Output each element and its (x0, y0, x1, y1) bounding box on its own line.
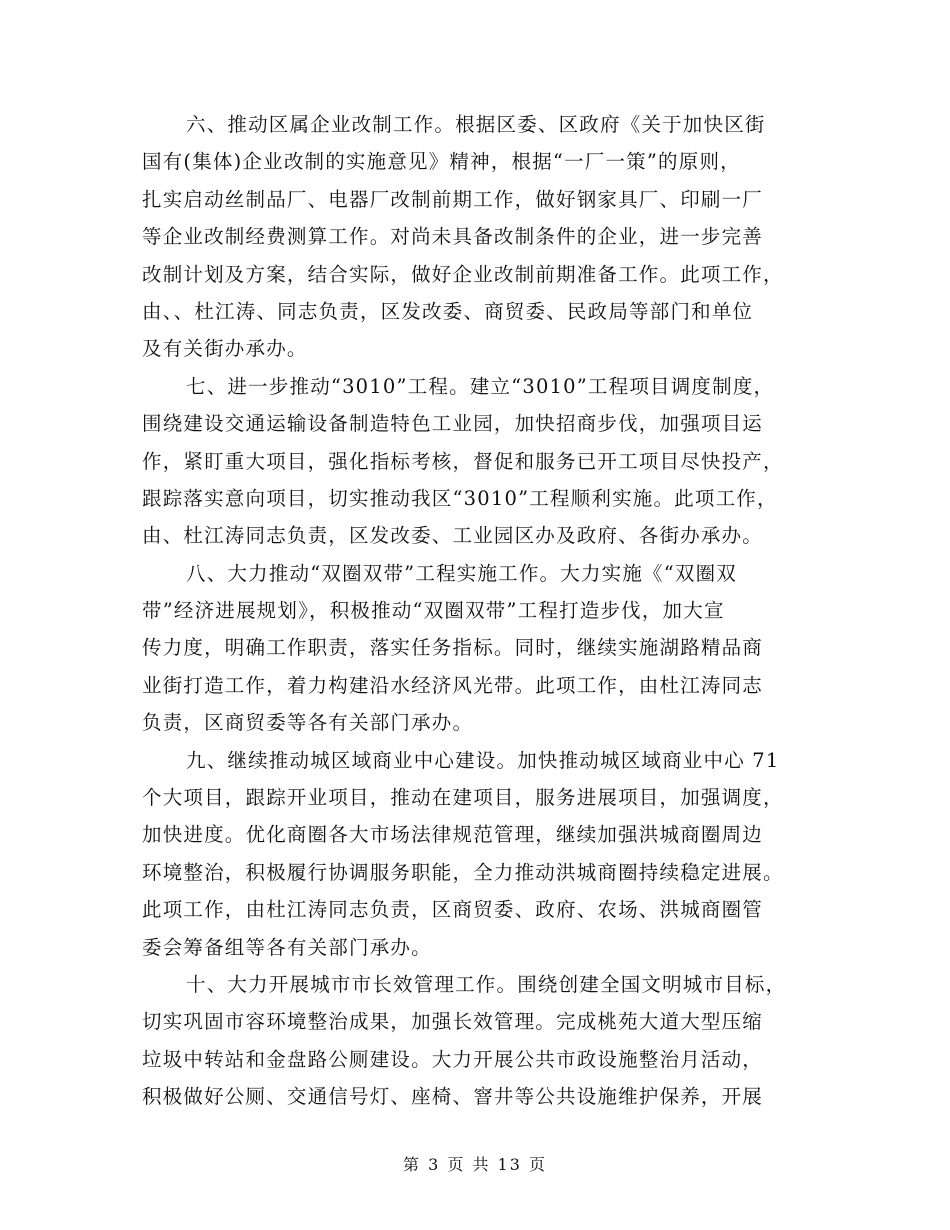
paragraph-first-line: 六、推动区属企业改制工作。根据区委、区政府《关于加快区街 (186, 113, 766, 136)
page-footer: 第 3 页 共 13 页 (403, 1155, 547, 1174)
paragraph-line: 此项工作，由杜江涛同志负责，区商贸委、政府、农场、洪城商圈管 (142, 898, 764, 922)
paragraph-line: 跟踪落实意向项目，切实推动我区“3010”工程顺利实施。此项工作， (142, 486, 778, 510)
paragraph-line: 由、杜江涛同志负责，区发改委、工业园区办及政府、各街办承办。 (142, 524, 764, 548)
paragraph-line: 传力度，明确工作职责，落实任务指标。同时，继续实施湖路精品商 (142, 636, 764, 660)
paragraph-line: 作，紧盯重大项目，强化指标考核，督促和服务已开工项目尽快投产， (142, 449, 784, 473)
paragraph-line: 业街打造工作，着力构建沿水经济风光带。此项工作，由杜江涛同志 (142, 673, 764, 697)
paragraph-line: 加快进度。优化商圈各大市场法律规范管理，继续加强洪城商圈周边 (142, 823, 764, 847)
paragraph-line: 积极做好公厕、交通信号灯、座椅、窨井等公共设施维护保养，开展 (142, 1085, 764, 1109)
paragraph-line: 切实巩固市容环境整治成果，加强长效管理。完成桃苑大道大型压缩 (142, 1010, 764, 1034)
paragraph-first-line: 九、继续推动城区域商业中心建设。加快推动城区域商业中心 71 (186, 748, 780, 772)
paragraph-line: 围绕建设交通运输设备制造特色工业园，加快招商步伐，加强项目运 (142, 412, 764, 436)
paragraph-first-line: 七、进一步推动“3010”工程。建立“3010”工程项目调度制度， (186, 374, 775, 398)
paragraph-line: 个大项目，跟踪开业项目，推动在建项目，服务进展项目，加强调度， (142, 786, 784, 810)
paragraph-line: 及有关街办承办。 (142, 337, 308, 361)
paragraph-line: 国有(集体)企业改制的实施意见》精神，根据“一厂一策”的原则， (142, 150, 741, 174)
paragraph-line: 等企业改制经费测算工作。对尚未具备改制条件的企业，进一步完善 (142, 225, 764, 249)
paragraph-line: 负责，区商贸委等各有关部门承办。 (142, 711, 474, 735)
paragraph-line: 扎实启动丝制品厂、电器厂改制前期工作，做好钢家具厂、印刷一厂 (142, 187, 764, 211)
paragraph-line: 带”经济进展规划》，积极推动“双圈双带”工程打造步伐，加大宣 (142, 599, 725, 623)
paragraph-line: 垃圾中转站和金盘路公厕建设。大力开展公共市政设施整治月活动， (142, 1047, 764, 1071)
paragraph-first-line: 八、大力推动“双圈双带”工程实施工作。大力实施《“双圈双 (186, 561, 738, 585)
paragraph-line: 改制计划及方案，结合实际，做好企业改制前期准备工作。此项工作， (142, 262, 784, 286)
paragraph-first-line: 十、大力开展城市市长效管理工作。围绕创建全国文明城市目标， (186, 972, 787, 996)
paragraph-line: 由、、杜江涛、同志负责，区发改委、商贸委、民政局等部门和单位 (142, 299, 754, 323)
paragraph-line: 委会筹备组等各有关部门承办。 (142, 935, 432, 959)
document-body (142, 106, 810, 1116)
paragraph-line: 环境整治，积极履行协调服务职能，全力推动洪城商圈持续稳定进展。 (142, 860, 784, 884)
